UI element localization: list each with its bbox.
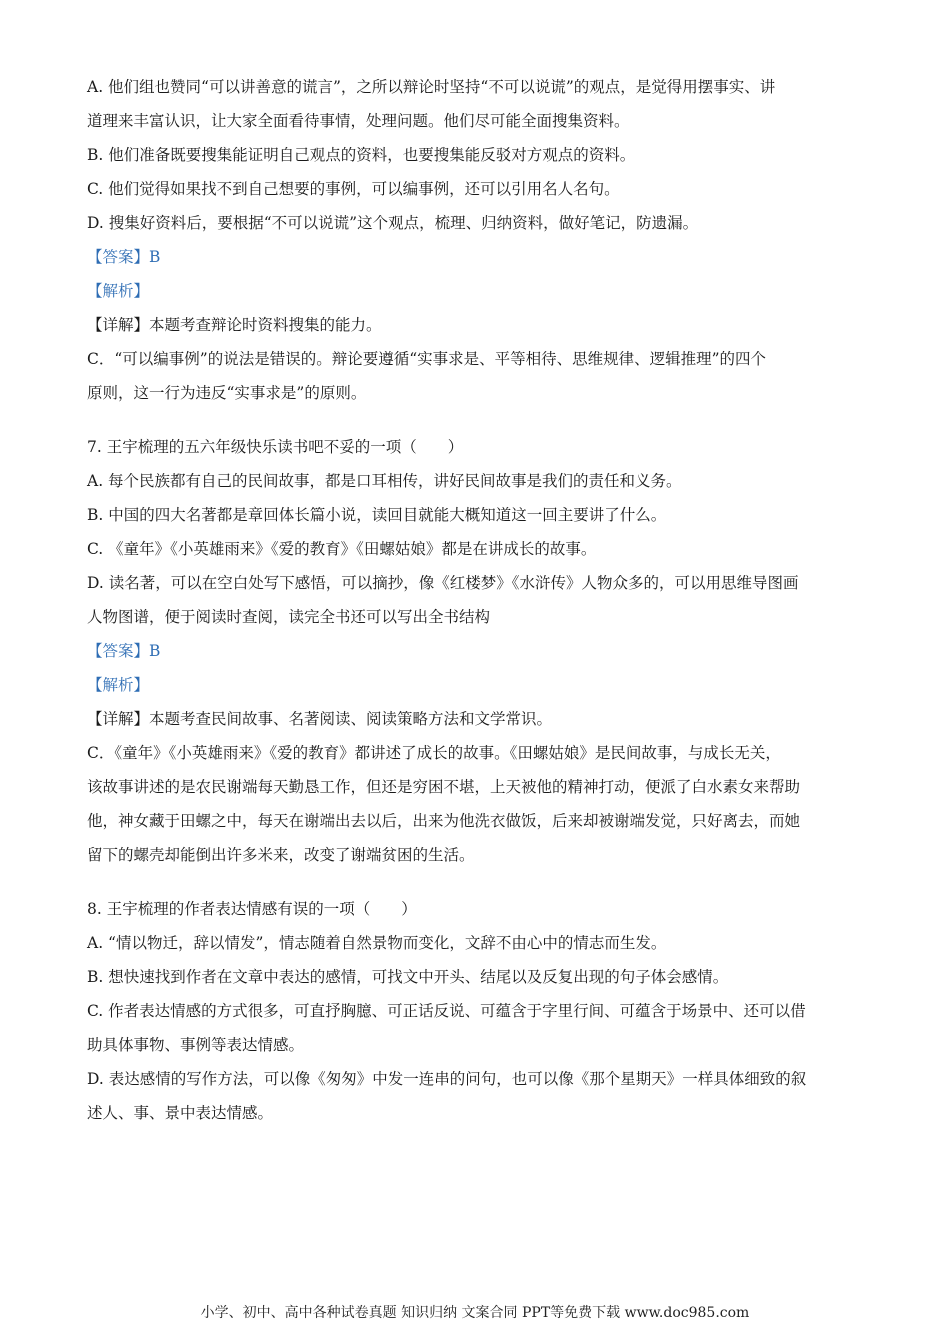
option-c-line2: 助具体事物、事例等表达情感。 [87,1036,305,1054]
detail-line: 【详解】本题考查辩论时资料搜集的能力。 [87,316,382,334]
answer-label: 【答案】B [87,642,161,660]
option-c-line1: C. 作者表达情感的方式很多，可直抒胸臆、可正话反说、可蕴含于字里行间、可蕴含于场景中、还可以借 [87,1002,806,1020]
detail-line: C．“可以编事例”的说法是错误的。辩论要遵循“实事求是、平等相待、思维规律、逻辑推理”的四个 [87,350,767,368]
analysis-label: 【解析】 [87,676,150,694]
detail-line: 原则，这一行为违反“实事求是”的原则。 [87,384,367,402]
question-8 [87,892,863,1130]
detail-line: 【详解】本题考查民间故事、名著阅读、阅读策略方法和文学常识。 [87,710,553,728]
option-c: C. 他们觉得如果找不到自己想要的事例，可以编事例，还可以引用名人名句。 [87,180,620,198]
option-b: B. 想快速找到作者在文章中表达的感情，可找文中开头、结尾以及反复出现的句子体会感情。 [87,968,729,986]
option-d: D. 搜集好资料后，要根据“不可以说谎”这个观点，梳理、归纳资料，做好笔记，防遗漏。 [87,214,699,232]
answer-label: 【答案】B [87,248,161,266]
option-b: B. 中国的四大名著都是章回体长篇小说，读回目就能大概知道这一回主要讲了什么。 [87,506,667,524]
option-d-line2: 人物图谱，便于阅读时查阅，读完全书还可以写出全书结构 [87,608,491,626]
document-body [87,70,863,1130]
option-d-line2: 述人、事、景中表达情感。 [87,1104,274,1122]
question-title: 7. 王宇梳理的五六年级快乐读书吧不妥的一项（ ） [87,438,464,456]
option-a: A. “情以物迁，辞以情发”，情志随着自然景物而变化，文辞不由心中的情志而生发。 [87,934,667,952]
option-c: C. 《童年》《小英雄雨来》《爱的教育》《田螺姑娘》都是在讲成长的故事。 [87,540,597,558]
question-7 [87,430,863,872]
detail-line: C．《童年》《小英雄雨来》《爱的教育》都讲述了成长的故事。《田螺姑娘》是民间故事，与成长无关， [87,744,781,762]
page-footer: 小学、初中、高中各种试卷真题 知识归纳 文案合同 PPT等免费下载 www.doc985.com [200,1305,750,1321]
option-d-line1: D. 表达感情的写作方法，可以像《匆匆》中发一连串的问句，也可以像《那个星期天》一样具体细致的叙 [87,1070,807,1088]
detail-line: 留下的螺壳却能倒出许多米来，改变了谢端贫困的生活。 [87,846,475,864]
analysis-label: 【解析】 [87,282,150,300]
detail-line: 该故事讲述的是农民谢端每天勤恳工作，但还是穷困不堪，上天被他的精神打动，便派了白水素女来帮助 [87,778,801,796]
option-a: A. 每个民族都有自己的民间故事，都是口耳相传，讲好民间故事是我们的责任和义务。 [87,472,682,490]
option-d-line1: D. 读名著，可以在空白处写下感悟，可以摘抄，像《红楼梦》《水浒传》人物众多的，可以用思维导图画 [87,574,799,592]
option-a-line2: 道理来丰富认识，让大家全面看待事情，处理问题。他们尽可能全面搜集资料。 [87,112,630,130]
question-title: 8. 王宇梳理的作者表达情感有误的一项（ ） [87,900,417,918]
prev-question [87,70,863,410]
detail-line: 他，神女藏于田螺之中，每天在谢端出去以后，出来为他洗衣做饭，后来却被谢端发觉，只好离去，而她 [87,812,801,830]
option-a-line1: A. 他们组也赞同“可以讲善意的谎言”，之所以辩论时坚持“不可以说谎”的观点，是觉得用摆事实、讲 [87,78,776,96]
option-b: B. 他们准备既要搜集能证明自己观点的资料，也要搜集能反驳对方观点的资料。 [87,146,636,164]
